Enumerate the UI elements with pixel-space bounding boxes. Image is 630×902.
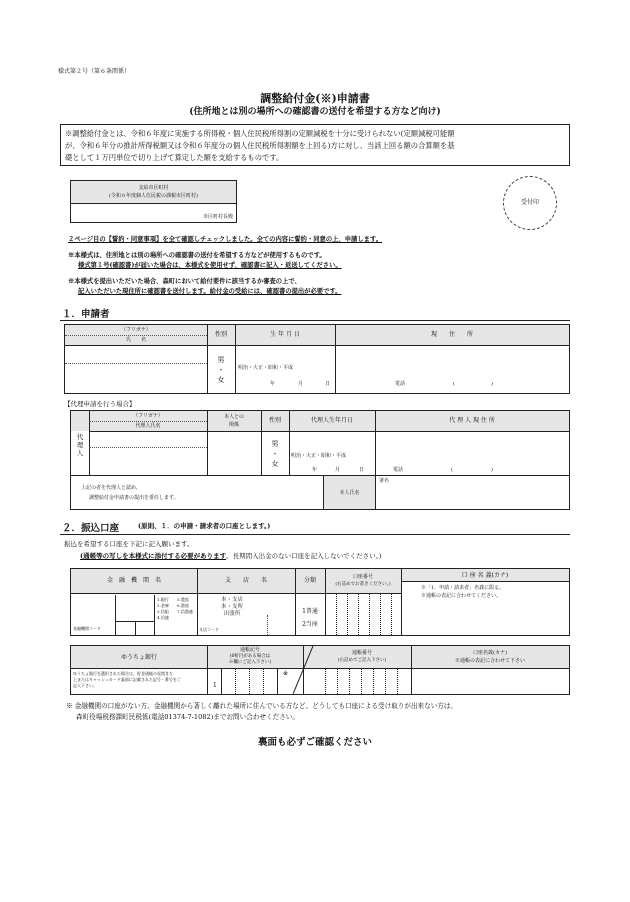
section-2-heading: ２．振込口座	[62, 523, 120, 534]
phone-paren-right: )	[491, 381, 493, 387]
bank-type-5[interactable]: 5.農協	[177, 597, 189, 602]
notice-5: 記入いただいた現住所に確認書を送付します。給付金の受給には、確認書の提出が必要です。	[78, 288, 342, 295]
notice-1: ２ページ目の【誓約・同意事項】を全て確認しチェックしました。全ての内容に誓約・同意の上、申請します。	[68, 236, 383, 243]
holder-note-2: ※通帳の表記に合わせてください。	[421, 593, 502, 599]
bank-type-3[interactable]: 3.信組	[157, 609, 169, 614]
bank-name-header: 金 融 機 関 名	[106, 577, 161, 584]
yucho-number-header: 通帳番号	[351, 650, 372, 656]
proxy-phone-paren-right: )	[491, 467, 493, 473]
account-number-header: 口座番号	[352, 574, 373, 580]
branch-type-3[interactable]: 出張所	[223, 611, 241, 617]
proxy-address-header: 代 理 人 現 住 所	[449, 417, 495, 424]
proxy-dob-month: 月	[335, 467, 341, 473]
section-2-note: (原則、１．の申請・請求者の口座とします。)	[138, 522, 271, 530]
yucho-holder-sub: ※通帳の表記に合わせて下さい	[454, 658, 525, 664]
yucho-symbol-header: 通帳記号	[239, 647, 260, 653]
intro-line-3: 礎として１万円単位で切り上げて算定した額を支給するものです。	[65, 153, 284, 162]
yucho-symbol-fixed: 1	[213, 682, 217, 689]
proxy-gender-header: 性別	[268, 417, 281, 424]
holder-header: 口 座 名 義(カナ)	[461, 572, 509, 579]
gender-male[interactable]: 男	[217, 356, 225, 364]
yucho-note-1: ゆうちょ銀行を選択された場合は、貯金通帳の見開き左	[73, 671, 173, 676]
bank-code-label: 金融機関コード	[73, 626, 101, 631]
dob-year: 年	[270, 381, 276, 387]
footer-note-2: 森町役場税務課町民税係(電話01374-7-1082)までお問い合わせください。	[76, 713, 299, 721]
proxy-phone-label: 電話	[393, 467, 404, 473]
attach-notice: (通帳等の写しを本様式に添付する必要があります	[80, 552, 227, 560]
account-number-sub: (右詰めでお書きください。)	[335, 582, 391, 587]
bank-type-1[interactable]: 1.銀行	[157, 597, 169, 602]
yucho-note-2: 上またはキャッシュカード裏面に記載された記号・番号をご	[73, 677, 181, 682]
intro-line-1: ※調整給付金とは、令和６年度に実施する所得税・個人住民税所得割の定額減税を十分に受けられない(定額減税可能額	[65, 129, 455, 138]
holder-note-1: ※「1．申請・請求者」名義に限る。	[421, 585, 505, 591]
proxy-gender-female[interactable]: 女	[271, 460, 279, 468]
bank-type-4[interactable]: 4.信連	[157, 615, 169, 620]
branch-code-cells[interactable]	[267, 615, 294, 635]
proxy-gender-dot: ・	[271, 450, 279, 458]
account-number-cells[interactable]	[325, 593, 401, 635]
account-type-current[interactable]: 2当座	[302, 621, 318, 628]
bank-account-table	[70, 568, 570, 636]
addressee-line-2: (令和６年度個人住民税の課税市区町村)	[109, 193, 198, 199]
notice-2: ※本様式は、住所地とは別の場所への確認書の送付を希望する方などが使用するものです。	[68, 252, 326, 259]
addressee-mayor: 市区町村長殿	[202, 214, 233, 220]
gender-dot: ・	[217, 366, 225, 374]
branch-code-label: 支店コード	[199, 627, 219, 632]
branch-type-1[interactable]: 本・支店	[221, 597, 244, 603]
dob-day: 日	[325, 381, 331, 387]
back-page-notice: 裏面も必ずご確認ください	[257, 737, 372, 748]
stamp-label: 受付印	[520, 199, 539, 206]
addressee-box	[70, 180, 237, 223]
notice-3: 様式第１号(確認書)が届いた場合は、本様式を使用せず、確認書に記入・返送してください。	[78, 262, 342, 269]
proxy-era-options[interactable]: 明治・大正・昭和・平成	[291, 453, 347, 459]
delegate-line-2: 調整給付金申請書の提出を委任します。	[89, 495, 179, 501]
proxy-side-1: 代	[76, 433, 84, 441]
proxy-table	[70, 410, 570, 510]
addressee-line-1: 支給市区町村	[138, 185, 169, 191]
yucho-holder-header: 口座名義(カナ)	[473, 650, 507, 656]
furigana-header: （フリガナ）	[121, 327, 151, 333]
form-number: 様式第２号（第６条関係）	[58, 68, 131, 75]
proxy-phone-paren-left: (	[451, 467, 453, 473]
yucho-symbol-sub-2: ※欄にご記入下さい)	[228, 660, 272, 665]
relation-header-1: 本人との	[223, 414, 244, 420]
branch-type-2[interactable]: 本・支所	[221, 604, 244, 610]
proxy-heading: 【代理申請を行う場合】	[64, 400, 136, 408]
transfer-instruction: 振込を希望する口座を下記に記入願います。	[64, 540, 194, 548]
gender-female[interactable]: 女	[217, 376, 225, 384]
phone-label: 電話	[395, 381, 406, 387]
yucho-divider-slash	[293, 646, 315, 694]
dormant-notice: 。長期間入出金のない口座を記入しないでください。)	[226, 552, 382, 560]
account-type-header: 分類	[303, 577, 316, 584]
intro-line-2: が、令和６年分の推計所得税額又は令和６年度分の個人住民税所得割額を上回る)方に対し、当該上回る額の合算額を基	[65, 141, 455, 150]
proxy-side-3: 人	[76, 449, 84, 457]
yucho-table	[70, 645, 570, 695]
footer-note-1: ※ 金融機関の口座がない方、金融機関から著しく離れた場所に住んでいる方など、どうしても口座による受け取りが出来ない方は、	[66, 702, 458, 710]
phone-paren-left: (	[453, 381, 455, 387]
delegate-line-1: 上記の者を代理人と認め、	[81, 485, 141, 491]
yucho-note-3: 記入下さい。	[73, 683, 97, 688]
intro-box	[60, 124, 570, 166]
era-options[interactable]: 明治・大正・昭和・平成	[238, 365, 294, 371]
relation-header-2: 関係	[228, 422, 239, 428]
dob-header: 生 年 月 日	[270, 331, 300, 338]
signature-label: 署名	[379, 478, 390, 484]
branch-name-header: 支 店 名	[224, 577, 267, 584]
proxy-side-2: 理	[76, 441, 84, 449]
page-title: 調整給付金(※)申請書	[260, 92, 370, 105]
self-name-label: 本人氏名	[339, 490, 360, 496]
proxy-dob-year: 年	[312, 467, 318, 473]
notice-4: ※本様式を提出いただいた場合、森町において給付要件に該当するか審査の上で、	[68, 278, 301, 285]
yucho-number-sub: (右詰めでご記入下さい)	[337, 658, 387, 663]
gender-header: 性別	[214, 331, 227, 338]
yucho-bank-name: ゆうちょ銀行	[120, 654, 157, 661]
yucho-symbol-sub-1: (6桁目がある場合は	[229, 654, 271, 659]
address-header: 現 住 所	[430, 331, 473, 338]
yucho-number-cells[interactable]	[313, 668, 411, 694]
yucho-sixth-digit-mark: ※	[283, 670, 289, 677]
proxy-furigana-header: （フリガナ）	[133, 413, 163, 419]
bank-type-2[interactable]: 2.金庫	[157, 603, 169, 608]
bank-type-7[interactable]: 7.信漁連	[177, 609, 193, 614]
bank-type-6[interactable]: 6.漁協	[177, 603, 189, 608]
applicant-table	[64, 324, 570, 394]
reception-stamp-circle	[503, 176, 557, 230]
proxy-name-header: 代理人氏名	[135, 423, 161, 429]
dob-month: 月	[298, 381, 304, 387]
proxy-dob-header: 代理人生年月日	[310, 417, 353, 424]
name-header: 氏 名	[125, 337, 146, 343]
proxy-gender-male[interactable]: 男	[271, 440, 279, 448]
page-subtitle: (住所地とは別の場所への確認書の送付を希望する方など向け)	[189, 107, 441, 117]
proxy-dob-day: 日	[359, 467, 365, 473]
account-type-ordinary[interactable]: 1普通	[302, 608, 318, 615]
section-1-heading: １．申請者	[62, 309, 110, 320]
